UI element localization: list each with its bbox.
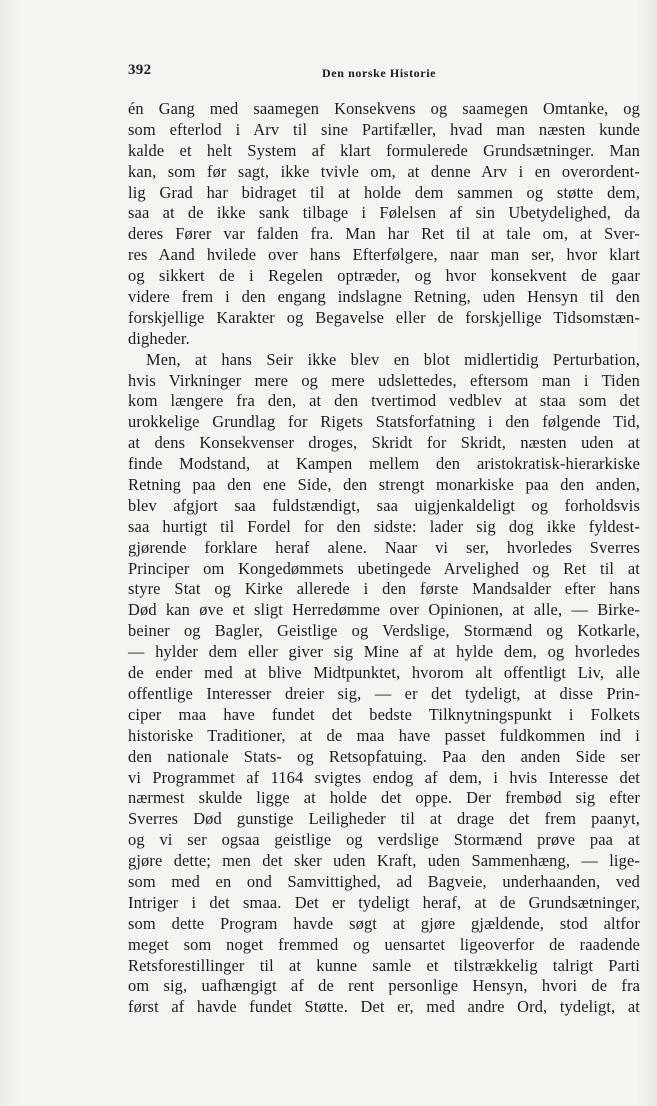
- text-line: kom længere fra den, at den tvertimod vedblev at staa som det: [128, 391, 640, 411]
- text-line: meget som noget fremmed og uensartet ligeoverfor de raadende: [128, 934, 640, 954]
- text-line: den nationale Stats- og Retsopfatuing. Paa den anden Side ser: [128, 746, 640, 766]
- text-line: og vi ser ogsaa geistlige og verdslige Stormænd prøve paa at: [128, 830, 640, 850]
- text-line: Sverres Død gunstige Leiligheder til at drage det frem paanyt,: [128, 809, 640, 829]
- text-line: saa at de ikke sank tilbage i Følelsen af sin Ubetydelighed, da: [128, 203, 640, 223]
- text-line: Principer om Kongedømmets ubetingede Arvelighed og Ret til at: [128, 558, 640, 578]
- text-line: nærmest skulde ligge at holde det oppe. Der frembød sig efter: [128, 788, 640, 808]
- text-line: som dette Program havde søgt at gjøre gjældende, stod altfor: [128, 913, 640, 933]
- text-line: og sikkert de i Regelen optræder, og hvor konsekvent de gaar: [128, 266, 640, 286]
- text-line: om sig, uafhængigt af de rent personlige Hensyn, hvori de fra: [128, 976, 640, 996]
- text-line: som med en ond Samvittighed, ad Bagveie, underhaanden, ved: [128, 871, 640, 891]
- paragraph-start-line: Men, at hans Seir ikke blev en blot midlertidig Perturbation,: [146, 349, 640, 369]
- text-line: videre frem i den engang indslagne Retning, uden Hensyn til den: [128, 287, 640, 307]
- text-line: lig Grad har bidraget til at holde dem sammen og støtte dem,: [128, 182, 640, 202]
- text-line: at dens Konsekvenser droges, Skridt for Skridt, næsten uden at: [128, 433, 640, 453]
- text-line: saa hurtigt til Fordel for den sidste: lader sig dog ikke fyldest-: [128, 516, 640, 536]
- text-line: vi Programmet af 1164 svigtes endog af dem, i hvis Interesse det: [128, 767, 640, 787]
- text-line: som efterlod i Arv til sine Partifæller, hvad man næsten kunde: [128, 119, 640, 139]
- text-line: én Gang med saamegen Konsekvens og saamegen Omtanke, og: [128, 99, 640, 118]
- text-line: historiske Traditioner, at de maa have passet fuldkommen ind i: [128, 725, 640, 745]
- text-line: ciper maa have fundet det bedste Tilknytningspunkt i Folkets: [128, 704, 640, 724]
- text-line: kalde et helt System af klart formulerede Grundsætninger. Man: [128, 140, 640, 160]
- text-line: offentlige Interesser dreier sig, — er det tydeligt, at disse Prin-: [128, 683, 640, 703]
- text-line: forskjellige Karakter og Begavelse eller de forskjellige Tidsomstæn-: [128, 307, 640, 327]
- text-line: — hylder dem eller giver sig Mine af at hylde dem, og hvorledes: [128, 642, 640, 662]
- body-text: [128, 99, 640, 1018]
- text-line: beiner og Bagler, Geistlige og Verdslige, Stormænd og Kotkarle,: [128, 621, 640, 641]
- text-line: Retning paa den ene Side, den strengt monarkiske paa den anden,: [128, 475, 640, 495]
- text-line: gjøre dette; men det sker uden Kraft, uden Sammenhæng, — lige-: [128, 851, 640, 871]
- text-line: først af havde fundet Støtte. Det er, med andre Ord, tydeligt, at: [128, 997, 640, 1017]
- text-line: finde Modstand, at Kampen mellem den aristokratisk-hierarkiske: [128, 454, 640, 474]
- paragraph-end-line: digheder.: [128, 328, 190, 348]
- text-line: urokkelige Grundlag for Rigets Statsforfatning i den følgende Tid,: [128, 412, 640, 432]
- text-line: blev afgjort saa fuldstændigt, saa uigjenkaldeligt og forholdsvis: [128, 495, 640, 515]
- text-line: deres Fører var falden fra. Man har Ret til at tale om, at Sver-: [128, 224, 640, 244]
- text-line: Retsforestillinger til at kunne samle et tilstrækkelig talrigt Parti: [128, 955, 640, 975]
- text-line: hvis Virkninger mere og mere udslettedes, eftersom man i Tiden: [128, 370, 640, 390]
- text-line: res Aand hvilede over hans Efterfølgere, naar man ser, hvor klart: [128, 245, 640, 265]
- text-line: Intriger i det smaa. Det er tydeligt heraf, at de Grundsætninger,: [128, 892, 640, 912]
- text-line: kan, som før sagt, ikke tvivle om, at denne Arv i en overordent-: [128, 161, 640, 181]
- running-title: Den norske Historie: [322, 66, 437, 80]
- text-line: gjørende forklare heraf alene. Naar vi ser, hvorledes Sverres: [128, 537, 640, 557]
- page-number: 392: [128, 62, 152, 78]
- text-line: Død kan øve et sligt Herredømme over Opinionen, at alle, — Birke-: [128, 600, 640, 620]
- page-header: [128, 62, 640, 86]
- text-line: styre Stat og Kirke allerede i den første Mandsalder efter hans: [128, 579, 640, 599]
- text-line: de ender med at blive Midtpunktet, hvorom alt offentligt Liv, alle: [128, 663, 640, 683]
